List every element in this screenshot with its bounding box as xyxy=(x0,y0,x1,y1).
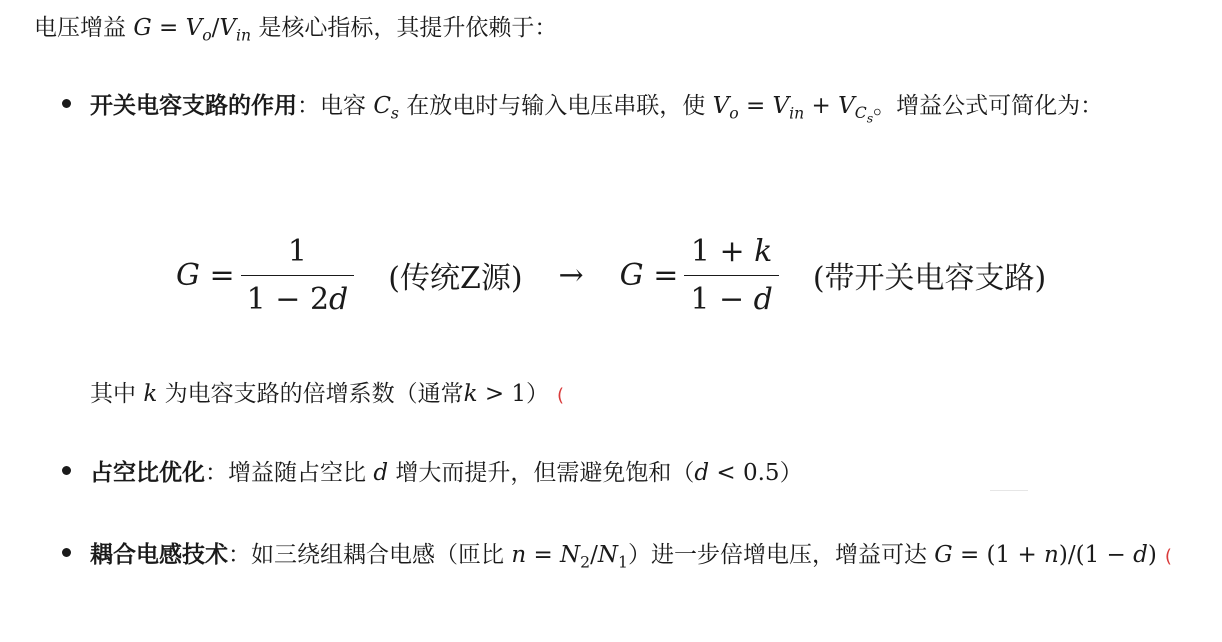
eq1-denominator: 1 − 2d xyxy=(241,275,355,317)
bullet-coupled-inductor: 耦合电感技术：如三绕组耦合电感（匝比 $n = N_2/N_1$）进一步倍增电压，增益可达 G = (1 + n)/(1 − d) ( xyxy=(62,532,1182,580)
formula-d: d xyxy=(373,460,389,486)
bullet-title: 占空比优化 xyxy=(90,460,205,486)
bullet-dot xyxy=(62,548,71,557)
divider xyxy=(990,490,1028,491)
formula-eq: = xyxy=(159,15,179,41)
cursor-mark-icon: ( xyxy=(1164,546,1172,567)
formula-G: G xyxy=(133,15,152,41)
intro-prefix: 电压增益 xyxy=(34,15,126,41)
intro-paragraph xyxy=(34,8,557,48)
formula-gain-result: G = (1 + n)/(1 − d) xyxy=(934,542,1157,568)
arrow-icon: → xyxy=(558,257,584,293)
eq2-lhs: G = xyxy=(619,257,679,293)
formula-d-cond: d < 0.5 xyxy=(694,460,780,486)
bullet-switched-capacitor: 开关电容支路的作用：电容 $C_s$ 在放电时与输入电压串联，使 $V_o = V_{in} + V_{C_s}$。增益公式可简化为： xyxy=(62,83,1182,130)
formula-Vin: $V_{in}$ xyxy=(219,15,252,45)
eq1-label: (传统Z源) xyxy=(388,261,523,296)
note-paragraph: 其中 k 为电容支路的倍增系数（通常k > 1） ( xyxy=(90,381,565,407)
formula-Vo: $V_o$ xyxy=(185,15,212,45)
intro-suffix: 是核心指标，其提升依赖于： xyxy=(258,15,558,41)
formula-Cs: $C_s$ xyxy=(373,93,399,123)
bullet-title: 开关电容支路的作用 xyxy=(90,93,297,119)
bullet-title: 耦合电感技术 xyxy=(90,542,228,568)
eq2-denominator: 1 − d xyxy=(684,275,779,317)
formula-slash: / xyxy=(211,15,220,41)
eq2-label: (带开关电容支路) xyxy=(812,261,1047,296)
display-equation xyxy=(176,230,1046,320)
formula-k: k xyxy=(143,381,158,407)
bullet-duty-cycle: 占空比优化：增益随占空比 d 增大而提升，但需避免饱和（d < 0.5） xyxy=(62,450,1182,497)
bullet-dot xyxy=(62,99,71,108)
eq1-lhs: G = xyxy=(176,257,235,293)
formula-turns-ratio: $n = N_2/N_1$ xyxy=(511,542,628,572)
eq2-numerator: 1 + k xyxy=(690,233,773,269)
cursor-mark-icon: ( xyxy=(557,385,565,406)
formula-series: $V_o = V_{in} + V_{C_s}$ xyxy=(712,93,874,126)
eq2-fraction xyxy=(684,234,779,317)
eq1-fraction: $\frac{1}{1 - 2d}$ xyxy=(241,234,355,317)
bullet-dot xyxy=(62,466,71,475)
formula-k-cond: k > 1 xyxy=(463,381,527,407)
